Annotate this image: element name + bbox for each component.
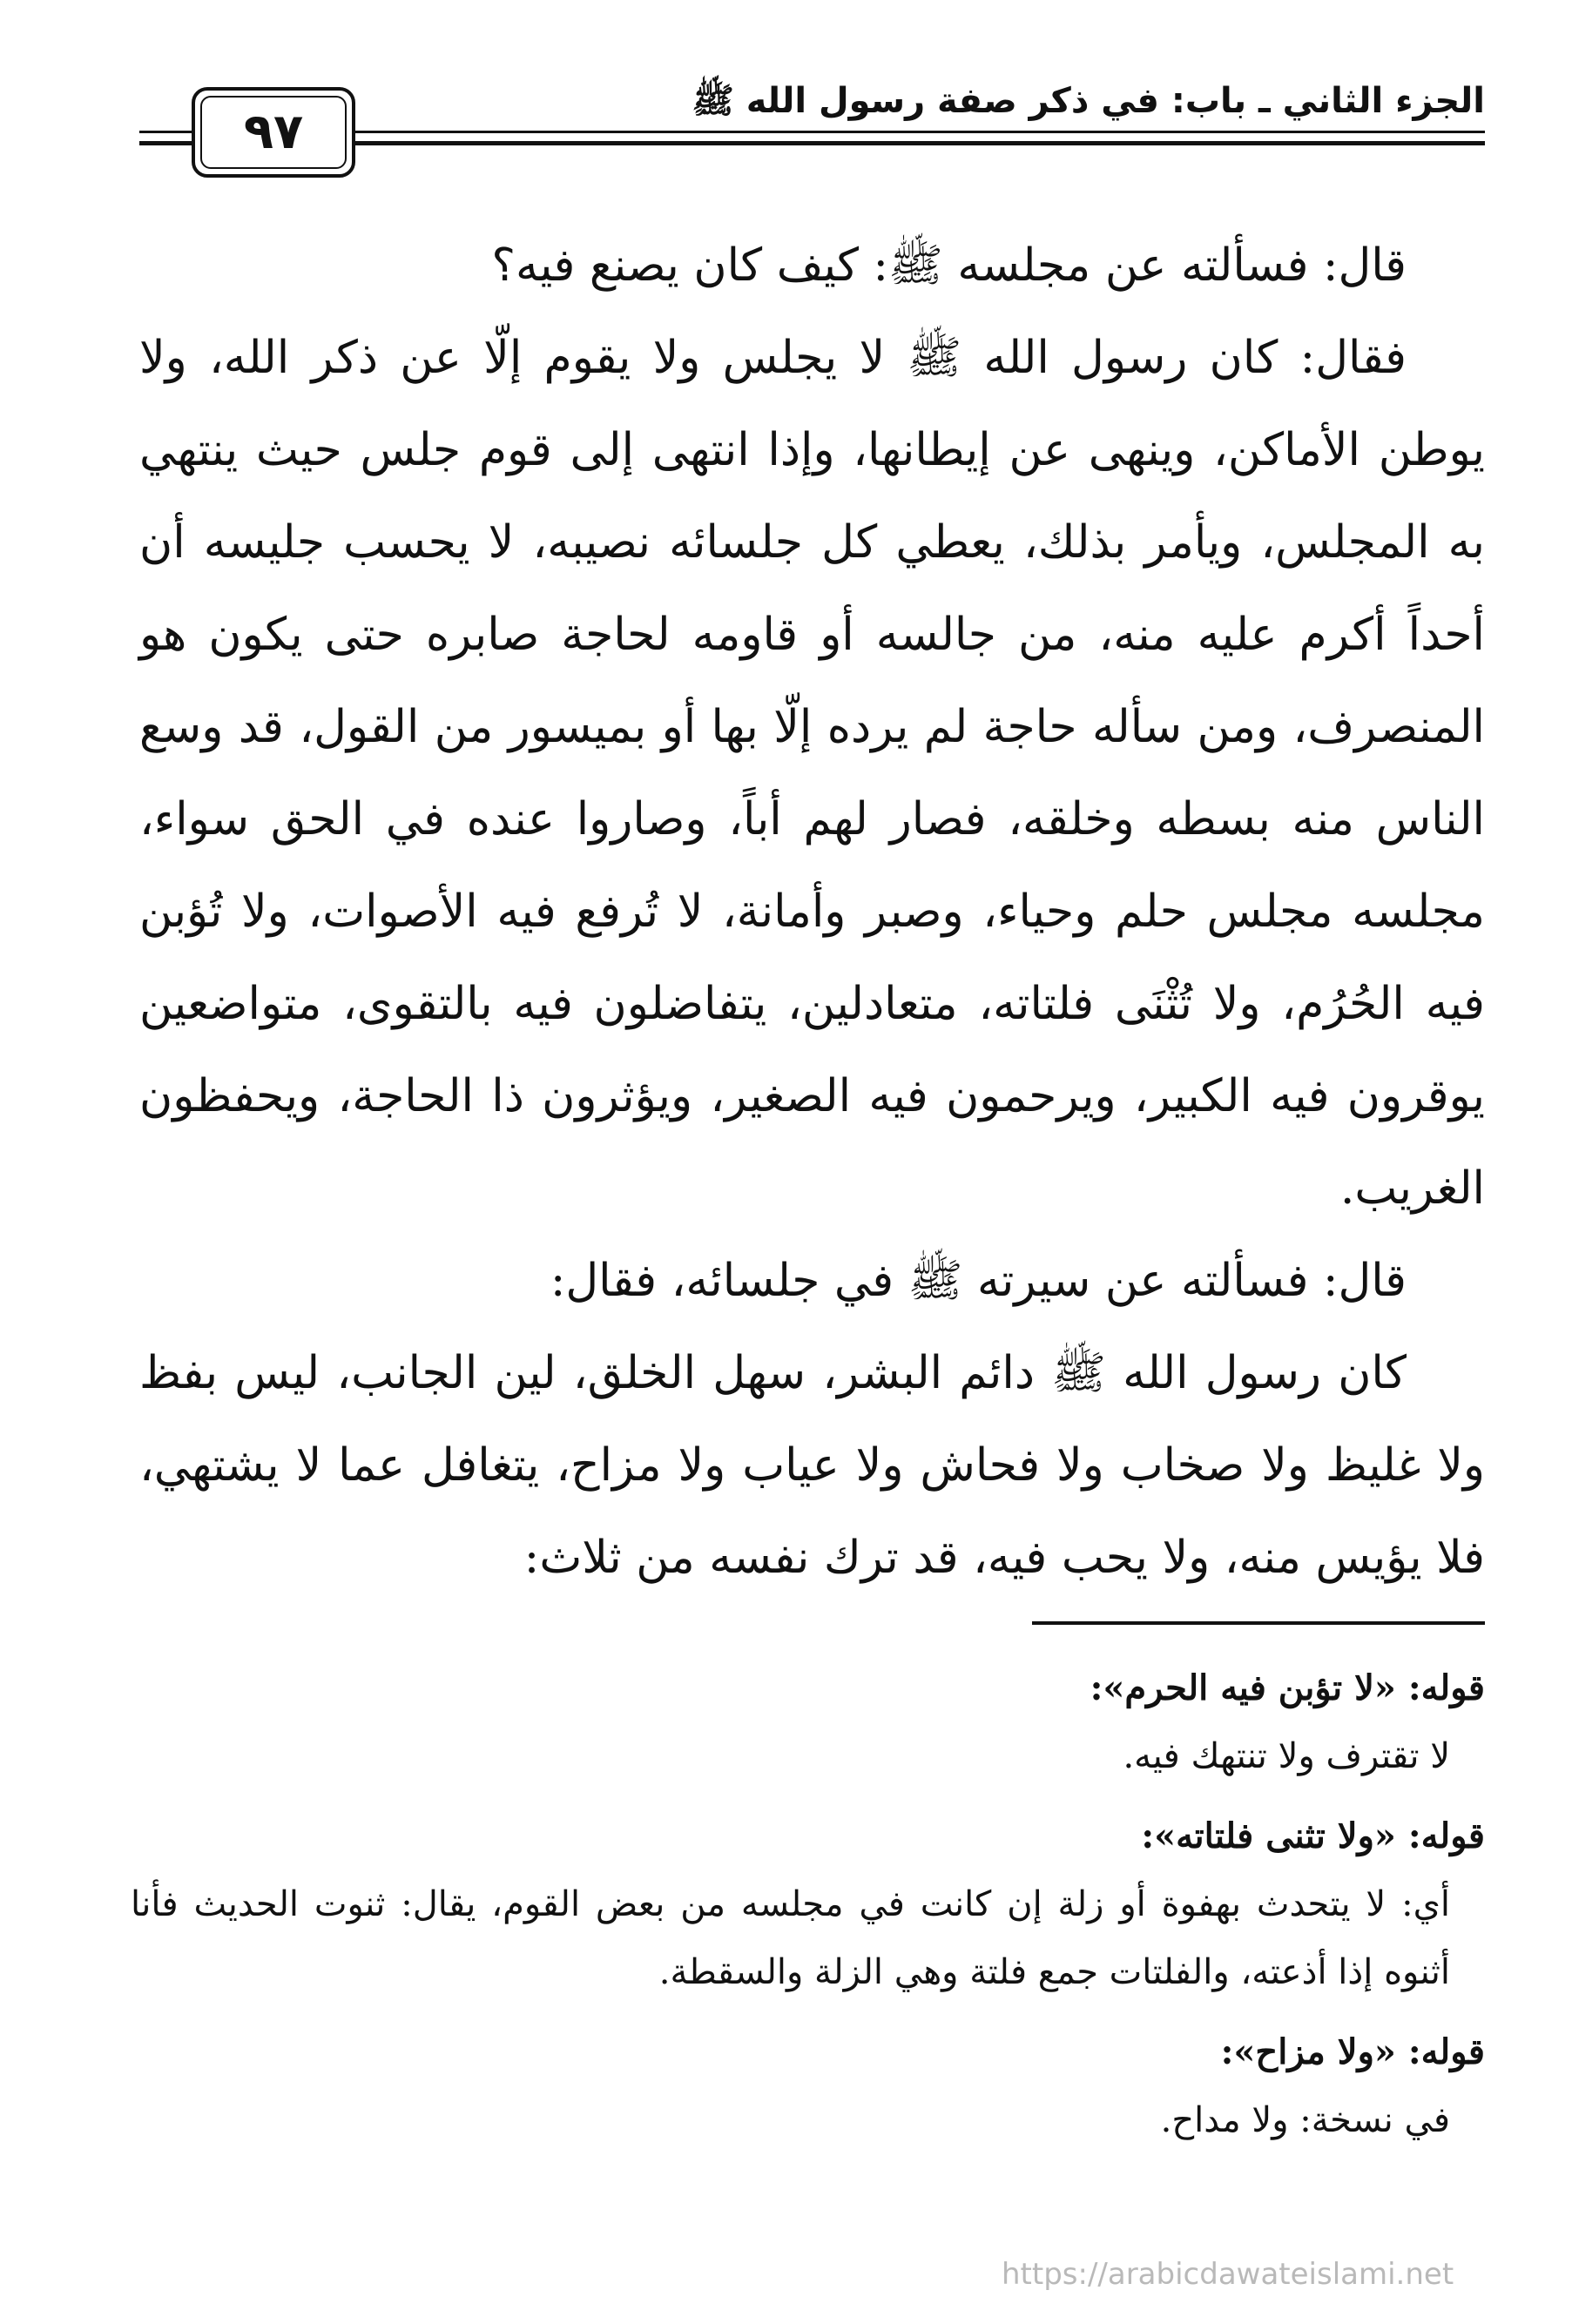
main-text — [139, 219, 1485, 1604]
page-number: ٩٧ — [243, 104, 304, 160]
paragraph-question-majlis: قال: فسألته عن مجلسه ﷺ: كيف كان يصنع فيه؟ — [491, 239, 1407, 292]
footnote-separator — [1032, 1621, 1485, 1625]
footnote-heading: قوله: «ولا مزاح»: — [1220, 2031, 1485, 2072]
page-number-frame — [192, 87, 355, 178]
running-title: الجزء الثاني ـ باب: في ذكر صفة رسول الله ﷺ — [692, 81, 1485, 121]
footnote-body: في نسخة: ولا مداح. — [1160, 2100, 1450, 2140]
footnote-heading: قوله: «ولا تثنى فلتاته»: — [1141, 1815, 1485, 1856]
footnotes — [131, 1654, 1485, 2166]
footnote-body: أي: لا يتحدث بهفوة أو زلة إن كانت في مجلسه من بعض القوم، يقال: ثنوت الحديث فأنا أثنوه إذا أذعته، والفلتات جمع فلتة وهي الزلة والسقطة. — [131, 1884, 1450, 1992]
paragraph-answer-sira: كان رسول الله ﷺ دائم البشر، سهل الخلق، لين الجانب، ليس بفظ ولا غليظ ولا صخاب ولا فحاش ولا عياب ولا مزاح، يتغافل عما لا يشتهي، فلا يؤيس منه، ولا يحب فيه، قد ترك نفسه من ثلاث: — [139, 1347, 1485, 1584]
paragraph-question-sira: قال: فسألته عن سيرته ﷺ في جلسائه، فقال: — [550, 1255, 1407, 1307]
footnote-heading: قوله: «لا تؤبن فيه الحرم»: — [1090, 1667, 1485, 1708]
paragraph-answer-majlis: فقال: كان رسول الله ﷺ لا يجلس ولا يقوم إلّا عن ذكر الله، ولا يوطن الأماكن، وينهى عن إيطانها، وإذا انتهى إلى قوم جلس حيث ينتهي به المجلس، ويأمر بذلك، يعطي كل جلسائه نصيبه، لا يحسب جليسه أن أحداً أكرم عليه منه، من جالسه أو قاومه لحاجة صابره حتى يكون هو المنصرف، ومن سأله حاجة لم يرده إلّا بها أو بميسور من القول، قد وسع الناس منه بسطه وخلقه، فصار لهم أباً، وصاروا عنده في الحق سواء، مجلسه مجلس حلم وحياء، وصبر وأمانة، لا تُرفع فيه الأصوات، ولا تُؤبن فيه الحُرُم، ولا تُثْنَى فلتاته، متعادلين، يتفاضلون فيه بالتقوى، متواضعين يوقرون فيه الكبير، ويرحمون فيه الصغير، ويؤثرون ذا الحاجة، ويحفظون الغريب. — [139, 332, 1485, 1215]
watermark-url: https://arabicdawateislami.net — [1002, 2257, 1454, 2292]
footnote-body: لا تقترف ولا تنتهك فيه. — [1123, 1736, 1450, 1776]
